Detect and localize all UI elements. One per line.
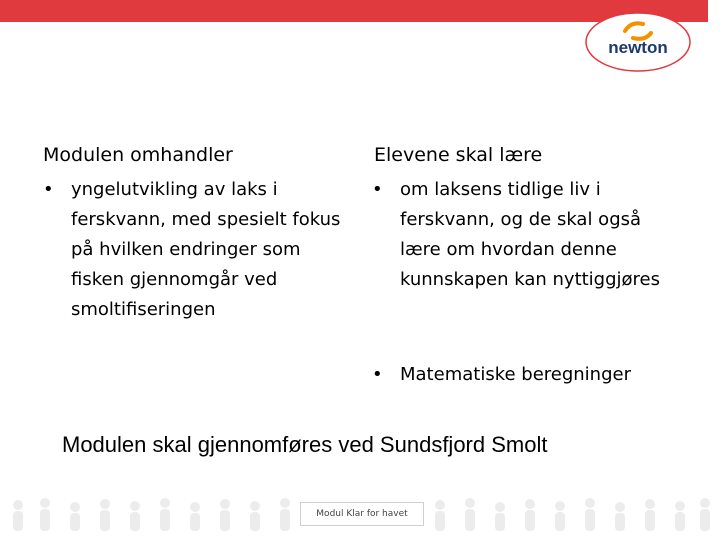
right-bullet-list-secondary [372,360,692,390]
bullet-symbol: • [372,364,383,385]
bullet-symbol: • [43,179,54,200]
left-bullet-list [43,175,343,325]
left-column-heading: Modulen omhandler [43,144,233,166]
module-statement: Modulen skal gjennomføres ved Sundsfjord Smolt [62,432,548,457]
bullet-text: yngelutvikling av laks i ferskvann, med spesielt fokus på hvilken endringer som fisken gjennomgår ved smoltifiseringen [71,179,341,320]
bullet-text: om laksens tidlige liv i ferskvann, og de skal også lære om hvordan denne kunnskapen kan nyttiggjøres [400,179,661,290]
bullet-text: Matematiske beregninger [400,364,631,385]
footer-module-label: Modul Klar for havet [300,502,424,526]
logo-text: newton [608,38,668,57]
newton-logo-graphic [583,11,693,73]
list-item [43,175,343,325]
newton-logo [583,11,693,73]
list-item [372,175,672,295]
list-item [372,360,692,390]
bullet-symbol: • [372,179,383,200]
right-column-heading: Elevene skal lære [374,144,543,166]
right-bullet-list [372,175,672,295]
